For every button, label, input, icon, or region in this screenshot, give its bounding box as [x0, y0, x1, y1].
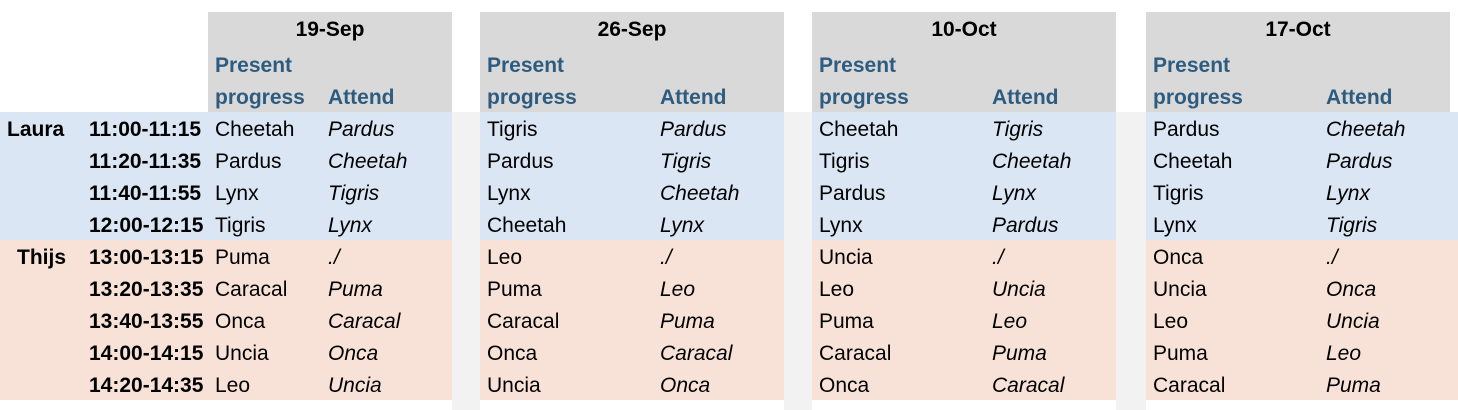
attend-cell[interactable]: ./ [1326, 246, 1338, 269]
time-slot: 12:00-12:15 [89, 214, 204, 237]
present-cell[interactable]: Pardus [819, 182, 886, 205]
attend-cell[interactable]: Puma [1326, 374, 1381, 397]
attend-cell[interactable]: Pardus [1326, 150, 1393, 173]
attend-cell[interactable]: Pardus [660, 118, 727, 141]
presenter-name: Laura [7, 118, 65, 141]
present-cell[interactable]: Uncia [819, 246, 873, 269]
present-cell[interactable]: Tigris [1153, 182, 1204, 205]
present-cell[interactable]: Cheetah [215, 118, 295, 141]
present-cell[interactable]: Onca [487, 342, 538, 365]
present-cell[interactable]: Onca [1153, 246, 1204, 269]
present-cell[interactable]: Uncia [215, 342, 269, 365]
attend-cell[interactable]: Caracal [992, 374, 1065, 397]
time-slot: 14:00-14:15 [89, 342, 204, 365]
present-cell[interactable]: Caracal [1153, 374, 1226, 397]
present-cell[interactable]: Pardus [215, 150, 282, 173]
attend-cell[interactable]: Cheetah [992, 150, 1072, 173]
attend-cell[interactable]: Cheetah [328, 150, 408, 173]
present-cell[interactable]: Leo [819, 278, 855, 301]
attend-cell[interactable]: Tigris [1326, 214, 1378, 237]
date-header: 19-Sep [295, 18, 365, 41]
time-slot: 14:20-14:35 [89, 374, 204, 397]
present-cell[interactable]: Pardus [487, 150, 554, 173]
present-header-line2: progress [819, 86, 909, 109]
attend-cell[interactable]: Caracal [660, 342, 733, 365]
present-cell[interactable]: Caracal [819, 342, 892, 365]
date-header: 26-Sep [597, 18, 667, 41]
present-cell[interactable]: Onca [819, 374, 870, 397]
present-cell[interactable]: Tigris [487, 118, 538, 141]
present-cell[interactable]: Tigris [215, 214, 266, 237]
attend-header: Attend [328, 86, 395, 109]
attend-cell[interactable]: Uncia [992, 278, 1046, 301]
present-cell[interactable]: Puma [487, 278, 542, 301]
present-cell[interactable]: Lynx [819, 214, 863, 237]
date-header: 17-Oct [1265, 18, 1331, 41]
column-gap [784, 112, 812, 410]
present-cell[interactable]: Caracal [487, 310, 560, 333]
present-cell[interactable]: Cheetah [819, 118, 899, 141]
column-gap [452, 112, 480, 410]
date-header: 10-Oct [931, 18, 997, 41]
attend-cell[interactable]: Onca [660, 374, 711, 397]
present-cell[interactable]: Leo [1153, 310, 1189, 333]
present-cell[interactable]: Uncia [1153, 278, 1207, 301]
attend-header: Attend [1326, 86, 1393, 109]
present-cell[interactable]: Tigris [819, 150, 870, 173]
present-cell[interactable]: Uncia [487, 374, 541, 397]
attend-cell[interactable]: Pardus [992, 214, 1059, 237]
attend-cell[interactable]: Pardus [328, 118, 395, 141]
time-slot: 13:40-13:55 [89, 310, 204, 333]
present-header-line1: Present [215, 54, 293, 77]
attend-cell[interactable]: Lynx [660, 214, 704, 237]
attend-cell[interactable]: Caracal [328, 310, 401, 333]
attend-cell[interactable]: Uncia [328, 374, 382, 397]
attend-cell[interactable]: Leo [660, 278, 696, 301]
attend-cell[interactable]: ./ [660, 246, 672, 269]
attend-cell[interactable]: Leo [992, 310, 1028, 333]
present-header-line2: progress [215, 86, 305, 109]
present-cell[interactable]: Cheetah [1153, 150, 1233, 173]
attend-cell[interactable]: Lynx [992, 182, 1036, 205]
present-header-line2: progress [1153, 86, 1243, 109]
present-cell[interactable]: Lynx [1153, 214, 1197, 237]
present-header-line1: Present [819, 54, 897, 77]
attend-cell[interactable]: Onca [1326, 278, 1377, 301]
attend-cell[interactable]: Puma [992, 342, 1047, 365]
attend-cell[interactable]: Onca [328, 342, 379, 365]
time-slot: 11:00-11:15 [89, 118, 202, 141]
present-header-line2: progress [487, 86, 577, 109]
attend-cell[interactable]: Uncia [1326, 310, 1380, 333]
present-cell[interactable]: Leo [487, 246, 523, 269]
time-slot: 11:40-11:55 [89, 182, 202, 205]
attend-cell[interactable]: Tigris [992, 118, 1044, 141]
attend-cell[interactable]: ./ [328, 246, 340, 269]
present-cell[interactable]: Pardus [1153, 118, 1220, 141]
present-cell[interactable]: Puma [1153, 342, 1208, 365]
time-slot: 11:20-11:35 [89, 150, 202, 173]
attend-header: Attend [992, 86, 1059, 109]
column-gap [1116, 112, 1146, 410]
presenter-name: Thijs [17, 246, 67, 269]
present-cell[interactable]: Caracal [215, 278, 288, 301]
present-header-line1: Present [487, 54, 565, 77]
attend-cell[interactable]: Cheetah [1326, 118, 1406, 141]
attend-cell[interactable]: Tigris [660, 150, 712, 173]
present-header-line1: Present [1153, 54, 1231, 77]
present-cell[interactable]: Puma [215, 246, 270, 269]
present-cell[interactable]: Lynx [215, 182, 259, 205]
attend-cell[interactable]: Cheetah [660, 182, 740, 205]
attend-cell[interactable]: Puma [660, 310, 715, 333]
attend-cell[interactable]: Tigris [328, 182, 380, 205]
attend-cell[interactable]: Lynx [1326, 182, 1370, 205]
attend-cell[interactable]: Leo [1326, 342, 1362, 365]
attend-cell[interactable]: ./ [992, 246, 1004, 269]
present-cell[interactable]: Onca [215, 310, 266, 333]
present-cell[interactable]: Puma [819, 310, 874, 333]
present-cell[interactable]: Leo [215, 374, 251, 397]
attend-cell[interactable]: Puma [328, 278, 383, 301]
present-cell[interactable]: Cheetah [487, 214, 567, 237]
time-slot: 13:20-13:35 [89, 278, 204, 301]
attend-cell[interactable]: Lynx [328, 214, 372, 237]
present-cell[interactable]: Lynx [487, 182, 531, 205]
time-slot: 13:00-13:15 [89, 246, 204, 269]
attend-header: Attend [660, 86, 727, 109]
